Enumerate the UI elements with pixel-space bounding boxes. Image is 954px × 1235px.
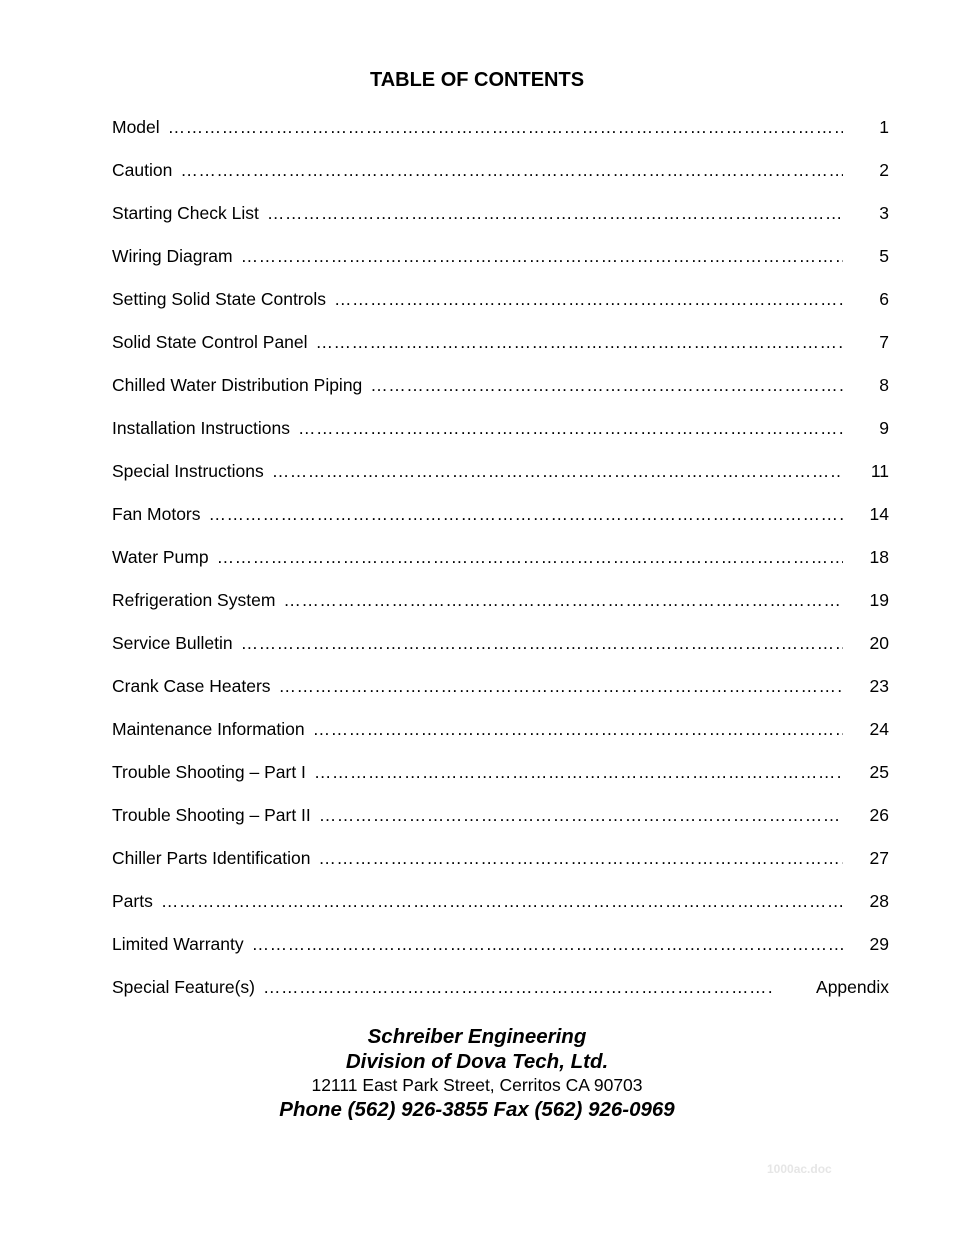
toc-entry-label: Trouble Shooting – Part II [112,805,311,825]
company-name: Schreiber Engineering [367,1025,587,1048]
toc-entry-refrigeration-system [112,589,889,632]
toc-entry-label: Solid State Control Panel [112,332,308,352]
toc-entry-page: 5 [879,246,889,266]
toc-dot-leader [263,976,773,998]
toc-entry-label: Chilled Water Distribution Piping [112,375,363,395]
toc-entry-crank-case-heaters [112,675,889,718]
toc-entry-page: 11 [870,461,889,481]
toc-entry-page: 6 [879,289,889,309]
toc-entry-label: Chiller Parts Identification [112,848,311,868]
toc-entry-page: 1 [879,117,889,137]
toc-entry-limited-warranty [112,933,889,976]
toc-dot-leader [217,546,843,568]
company-phone-fax: Phone (562) 926-3855 Fax (562) 926-0969 [279,1098,675,1121]
toc-entry-maintenance-information [112,718,889,761]
toc-dot-leader [267,202,843,224]
toc-entry-page: 28 [869,891,889,911]
toc-entry-model [112,116,889,159]
toc-entry-page: Appendix [816,977,889,997]
toc-entry-label: Setting Solid State Controls [112,289,327,309]
toc-entry-page: 2 [879,160,889,180]
toc-entry-page: 20 [869,633,889,653]
toc-entry-label: Maintenance Information [112,719,305,739]
toc-entry-service-bulletin [112,632,889,675]
toc-entry-parts [112,890,889,933]
toc-entry-water-pump [112,546,889,589]
toc-entry-label: Special Instructions [112,461,264,481]
toc-entry-page: 27 [869,848,889,868]
toc-dot-leader [272,460,843,482]
toc-entry-trouble-shooting-part-2 [112,804,889,847]
toc-dot-leader [180,159,843,181]
toc-dot-leader [241,245,843,267]
toc-entry-page: 7 [879,332,889,352]
toc-entry-label: Parts [112,891,153,911]
toc-entry-label: Starting Check List [112,203,259,223]
toc-entry-label: Service Bulletin [112,633,233,653]
toc-entry-page: 25 [869,762,889,782]
toc-entry-label: Crank Case Heaters [112,676,271,696]
toc-dot-leader [298,417,843,439]
toc-dot-leader [313,718,843,740]
toc-entry-page: 3 [879,203,889,223]
toc-dot-leader [370,374,843,396]
toc-dot-leader [334,288,843,310]
toc-entry-label: Trouble Shooting – Part I [112,762,306,782]
toc-dot-leader [314,761,843,783]
company-info [0,1024,954,1123]
toc-entry-chiller-parts-identification [112,847,889,890]
toc-entry-wiring-diagram [112,245,889,288]
toc-entry-page: 8 [879,375,889,395]
toc-entry-page: 23 [869,676,889,696]
toc-dot-leader [161,890,843,912]
toc-entry-label: Wiring Diagram [112,246,233,266]
toc-entry-special-features [112,976,889,1019]
toc-entry-solid-state-control-panel [112,331,889,374]
page-title: TABLE OF CONTENTS [369,69,585,91]
toc-dot-leader [283,589,843,611]
toc-entry-fan-motors [112,503,889,546]
toc-entry-special-instructions [112,460,889,503]
toc-entry-label: Caution [112,160,173,180]
toc-dot-leader [252,933,843,955]
toc-entry-label: Special Feature(s) [112,977,255,997]
toc-entry-page: 19 [869,590,889,610]
toc-entry-label: Model [112,117,160,137]
company-division: Division of Dova Tech, Ltd. [345,1050,609,1073]
toc-entry-page: 14 [869,504,889,524]
toc-dot-leader [209,503,844,525]
toc-entry-page: 24 [869,719,889,739]
toc-entry-page: 9 [879,418,889,438]
toc-entry-page: 29 [869,934,889,954]
document-filename: 1000ac.doc [767,1162,832,1176]
toc-entry-label: Refrigeration System [112,590,276,610]
toc-dot-leader [168,116,843,138]
toc-dot-leader [279,675,843,697]
toc-entry-trouble-shooting-part-1 [112,761,889,804]
company-address: 12111 East Park Street, Cerritos CA 90703 [311,1075,643,1095]
toc-entry-label: Water Pump [112,547,209,567]
toc-entry-label: Fan Motors [112,504,201,524]
toc-entry-page: 18 [869,547,889,567]
toc-entry-page: 26 [869,805,889,825]
toc-dot-leader [319,804,843,826]
toc-entry-label: Limited Warranty [112,934,244,954]
toc-entry-chilled-water-distribution-piping [112,374,889,417]
toc-entry-starting-check-list [112,202,889,245]
toc-entry-label: Installation Instructions [112,418,291,438]
toc-dot-leader [318,847,843,869]
toc-entry-installation-instructions [112,417,889,460]
toc-dot-leader [316,331,843,353]
toc-entry-caution [112,159,889,202]
toc-dot-leader [241,632,843,654]
table-of-contents [112,116,889,1019]
toc-entry-setting-solid-state-controls [112,288,889,331]
